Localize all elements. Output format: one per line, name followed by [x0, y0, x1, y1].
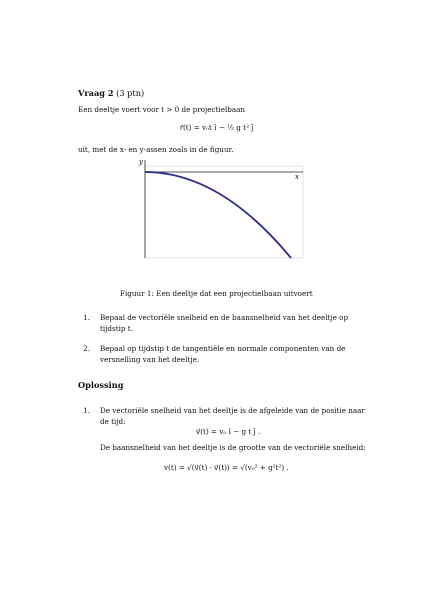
- task-list: [78, 314, 378, 375]
- trajectory-curve: [145, 172, 291, 258]
- figure-caption: Figuur 1: Een deeltje dat een projectielbaan uitvoert: [120, 289, 313, 298]
- projectile-figure: [130, 152, 320, 262]
- task-number: 2.: [83, 344, 90, 353]
- velocity-equation: v⃗(t) = v₀ î − g t ĵ .: [196, 427, 261, 436]
- question-heading: [78, 89, 144, 97]
- question-points: (3 ptn): [116, 88, 145, 98]
- x-axis-label: x: [295, 173, 299, 181]
- solution-item-number: 1.: [83, 406, 90, 415]
- question-after: uit, met de x- en y-assen zoals in de figuur.: [78, 145, 234, 154]
- task-item: [78, 314, 378, 344]
- task-line: Bepaal de vectoriële snelheid en de baansnelheid van het deeltje op: [100, 313, 349, 322]
- speed-equation: v(t) = √(v⃗(t) · v⃗(t)) = √(v₀² + g²t²) .: [164, 463, 289, 472]
- solution-line: De vectoriële snelheid van het deeltje is de afgeleide van de positie naar: [100, 406, 365, 415]
- task-line: versnelling van het deeltje.: [100, 355, 200, 364]
- task-line: Bepaal op tijdstip t de tangentiële en normale componenten van de: [100, 344, 346, 353]
- solution-line: De baansnelheid van het deeltje is de grootte van de vectoriële snelheid:: [100, 443, 366, 452]
- question-intro: Een deeltje voert voor t > 0 de projectielbaan: [78, 105, 246, 114]
- solution-line: de tijd:: [100, 417, 126, 426]
- question-title: Vraag 2: [78, 88, 114, 98]
- y-axis-label: y: [139, 158, 143, 166]
- solution-title: Oplossing: [78, 380, 124, 390]
- task-item: [78, 345, 378, 375]
- task-line: tijdstip t.: [100, 324, 133, 333]
- task-number: 1.: [83, 313, 90, 322]
- trajectory-equation: r⃗(t) = v₀t î − ½ g t² ĵ: [180, 123, 254, 132]
